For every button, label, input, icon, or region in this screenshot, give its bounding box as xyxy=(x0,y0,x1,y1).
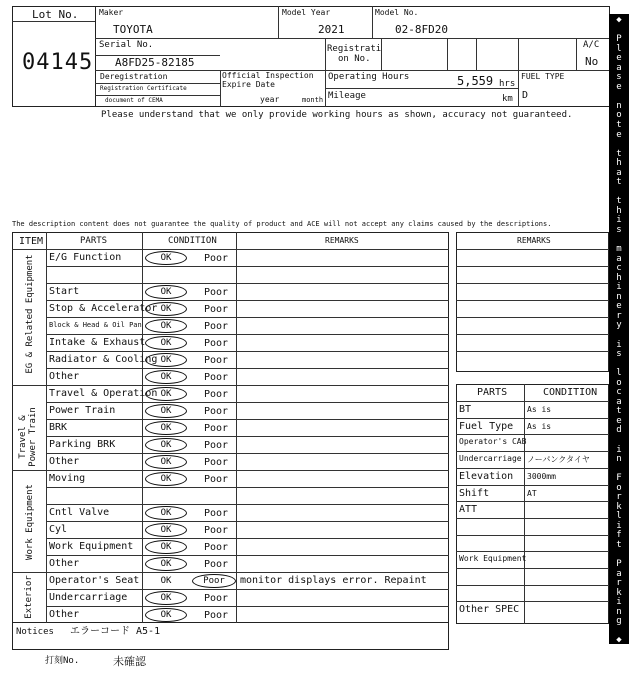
table-row-line xyxy=(12,572,449,573)
table-row xyxy=(0,470,1,471)
model-year-value: 2021 xyxy=(318,23,345,36)
table-row xyxy=(0,589,1,590)
table-row-line xyxy=(46,351,449,352)
right-parts-box xyxy=(456,384,609,624)
right-row-line xyxy=(456,401,609,402)
sidebar-char: l xyxy=(616,368,622,378)
table-column-line xyxy=(236,232,237,623)
poor-option[interactable]: Poor xyxy=(204,474,229,485)
ok-option[interactable]: OK xyxy=(145,608,187,622)
model-year-label: Model Year xyxy=(282,8,331,17)
ac-label: A/C xyxy=(583,40,600,50)
sidebar-char: o xyxy=(616,483,622,493)
poor-option[interactable]: Poor xyxy=(204,457,229,468)
poor-option[interactable]: Poor xyxy=(204,406,229,417)
table-row-line xyxy=(46,283,449,284)
serial-value: A8FD25-82185 xyxy=(115,56,195,69)
sidebar-char: i xyxy=(616,597,622,607)
right-part-value: AT xyxy=(527,489,537,498)
table-part-name: Stop & Accelerator xyxy=(49,303,158,314)
poor-option[interactable]: Poor xyxy=(204,525,229,536)
table-row xyxy=(0,334,1,335)
ok-option[interactable]: OK xyxy=(145,285,187,299)
sidebar-char: e xyxy=(616,416,622,426)
ok-option[interactable]: OK xyxy=(145,421,187,435)
right-row-line xyxy=(456,585,609,586)
sidebar-char: e xyxy=(616,130,622,140)
hrs-unit: hrs xyxy=(499,79,516,89)
sidebar-char: r xyxy=(616,492,622,502)
registration-certificate-label: Registration Certificate xyxy=(100,85,187,92)
table-row xyxy=(0,436,1,437)
table-row-line xyxy=(46,436,449,437)
remarks-line xyxy=(456,283,609,284)
location-sidebar xyxy=(609,14,629,644)
sidebar-char: s xyxy=(616,349,622,359)
sidebar-char: i xyxy=(616,282,622,292)
table-row-line xyxy=(46,555,449,556)
sidebar-char: e xyxy=(616,53,622,63)
right-row-line xyxy=(456,468,609,469)
poor-option[interactable]: Poor xyxy=(204,287,229,298)
ok-option[interactable]: OK xyxy=(160,576,172,586)
sidebar-char: h xyxy=(616,206,622,216)
sidebar-char: t xyxy=(616,120,622,130)
hours-notice: Please understand that we only provide working hours as shown, accuracy not guaranteed. xyxy=(101,110,573,120)
sidebar-char: o xyxy=(616,110,622,120)
right-part-name: ATT xyxy=(459,504,478,515)
lot-label: Lot No. xyxy=(32,8,79,21)
ok-option[interactable]: OK xyxy=(145,472,187,486)
sidebar-char: i xyxy=(616,215,622,225)
ok-option[interactable]: OK xyxy=(145,540,187,554)
sidebar-char: c xyxy=(616,387,622,397)
table-row xyxy=(0,283,1,284)
sidebar-char: g xyxy=(616,616,622,626)
table-part-name: Undercarriage xyxy=(49,592,128,603)
right-part-name: Fuel Type xyxy=(459,421,514,432)
ok-option[interactable]: OK xyxy=(145,302,187,316)
sidebar-char: n xyxy=(616,607,622,617)
table-row xyxy=(0,385,1,386)
ok-option[interactable]: OK xyxy=(145,506,187,520)
right-part-name: Work Equipment xyxy=(459,554,527,563)
group-label-eg: EG & Related Equipment xyxy=(25,254,35,374)
registration-label: Registrati xyxy=(327,44,382,54)
sidebar-char: r xyxy=(616,311,622,321)
col-condition-header: CONDITION xyxy=(168,236,217,246)
sidebar-char: P xyxy=(616,34,622,44)
model-no-label: Model No. xyxy=(375,8,419,17)
sidebar-char: c xyxy=(616,263,622,273)
poor-option[interactable]: Poor xyxy=(192,574,236,588)
sidebar-char: n xyxy=(616,454,622,464)
right-row-line xyxy=(456,535,609,536)
sidebar-char: t xyxy=(616,149,622,159)
table-row xyxy=(0,368,1,369)
poor-option[interactable]: Poor xyxy=(204,372,229,383)
poor-option[interactable]: Poor xyxy=(204,593,229,604)
table-part-name: Other xyxy=(49,558,80,569)
sidebar-char: i xyxy=(616,340,622,350)
sidebar-char: d xyxy=(616,425,622,435)
table-row-line xyxy=(46,589,449,590)
sidebar-char: e xyxy=(616,301,622,311)
sidebar-char: l xyxy=(616,511,622,521)
table-row xyxy=(0,317,1,318)
sidebar-char: i xyxy=(616,445,622,455)
operating-hours-value: 5,559 xyxy=(457,74,494,88)
table-row xyxy=(0,300,1,301)
poor-option[interactable]: Poor xyxy=(204,253,229,264)
mileage-label: Mileage xyxy=(328,91,366,101)
sidebar-char: a xyxy=(616,254,622,264)
table-row xyxy=(0,538,1,539)
right-row-line xyxy=(456,451,609,452)
table-row xyxy=(0,419,1,420)
sidebar-char: y xyxy=(616,320,622,330)
table-row-line xyxy=(46,487,449,488)
table-row-line xyxy=(46,266,449,267)
sidebar-char: r xyxy=(616,578,622,588)
sidebar-char: s xyxy=(616,72,622,82)
table-part-name: Moving xyxy=(49,473,86,484)
sidebar-char: n xyxy=(616,101,622,111)
col-item-header: ITEM xyxy=(19,236,44,247)
poor-option[interactable]: Poor xyxy=(204,338,229,349)
km-unit: km xyxy=(502,94,513,104)
maker-value: TOYOTA xyxy=(113,23,153,36)
poor-option[interactable]: Poor xyxy=(204,508,229,519)
sidebar-char: k xyxy=(616,588,622,598)
registration-label-2: on No. xyxy=(338,54,371,64)
sidebar-char: a xyxy=(616,569,622,579)
table-row xyxy=(0,521,1,522)
table-column-line xyxy=(46,232,47,623)
year-label: year xyxy=(260,95,280,104)
group-label-travel-text: Travel & Power Train xyxy=(18,407,38,467)
stamp-label: 打刻No. xyxy=(45,656,80,666)
remarks-line xyxy=(456,249,609,250)
sidebar-char: t xyxy=(616,177,622,187)
sidebar-char: ◆ xyxy=(616,15,622,25)
table-part-name: Cyl xyxy=(49,524,68,535)
table-row-line xyxy=(46,504,449,505)
table-row-line xyxy=(12,385,449,386)
table-row-line xyxy=(46,402,449,403)
ok-option[interactable]: OK xyxy=(145,557,187,571)
table-row-line xyxy=(12,470,449,471)
poor-option[interactable]: Poor xyxy=(204,321,229,332)
remarks-line xyxy=(456,317,609,318)
ok-option[interactable]: OK xyxy=(145,319,187,333)
ok-option[interactable]: OK xyxy=(145,251,187,265)
sidebar-char: l xyxy=(616,44,622,54)
remarks-line xyxy=(456,300,609,301)
remarks-line xyxy=(456,351,609,352)
right-part-value: As is xyxy=(527,405,552,414)
right-row-line xyxy=(456,601,609,602)
right-remarks-header: REMARKS xyxy=(517,236,551,245)
poor-option[interactable]: Poor xyxy=(204,559,229,570)
sidebar-char: e xyxy=(616,82,622,92)
ac-value: No xyxy=(585,55,599,68)
ok-option[interactable]: OK xyxy=(145,353,187,367)
table-part-name: Work Equipment xyxy=(49,541,134,552)
ok-option[interactable]: OK xyxy=(145,523,187,537)
right-part-name: Elevation xyxy=(459,471,514,482)
table-row-line xyxy=(46,419,449,420)
table-row-line xyxy=(46,538,449,539)
table-part-name: Radiator & Cooling xyxy=(49,354,158,365)
sidebar-char: t xyxy=(616,540,622,550)
right-part-name: Other SPEC xyxy=(459,604,520,615)
right-row-line xyxy=(456,501,609,502)
poor-option[interactable]: Poor xyxy=(204,610,229,621)
table-row xyxy=(0,487,1,488)
table-row-line xyxy=(46,300,449,301)
col-parts-header: PARTS xyxy=(80,236,108,246)
table-part-name: Start xyxy=(49,286,80,297)
right-row-line xyxy=(456,418,609,419)
notices-value: エラーコード A5-1 xyxy=(70,626,161,637)
sidebar-char: a xyxy=(616,168,622,178)
ok-option[interactable]: OK xyxy=(145,370,187,384)
poor-option[interactable]: Poor xyxy=(204,440,229,451)
table-part-name: Parking BRK xyxy=(49,439,116,450)
sidebar-char: m xyxy=(616,244,622,254)
stamp-value: 未確認 xyxy=(113,655,146,668)
operating-hours-label: Operating Hours xyxy=(328,72,410,82)
right-part-value: ノーパンクタイヤ xyxy=(527,455,590,464)
lot-number: 04145 xyxy=(22,50,94,75)
fuel-type-label: FUEL TYPE xyxy=(521,72,565,81)
poor-option[interactable]: Poor xyxy=(204,355,229,366)
sidebar-char: i xyxy=(616,521,622,531)
fuel-type-value: D xyxy=(522,90,529,101)
remarks-line xyxy=(456,334,609,335)
ok-option[interactable]: OK xyxy=(145,387,187,401)
sidebar-char: h xyxy=(616,158,622,168)
table-part-name: Travel & Operation xyxy=(49,388,158,399)
ok-option[interactable]: OK xyxy=(145,404,187,418)
table-row xyxy=(0,249,1,250)
right-part-value: As is xyxy=(527,422,552,431)
right-part-name: BT xyxy=(459,404,472,415)
right-part-name: Operator's CAB xyxy=(459,437,527,446)
col-remarks-header: REMARKS xyxy=(325,236,359,245)
right-row-line xyxy=(456,518,609,519)
table-row-line xyxy=(46,368,449,369)
poor-option[interactable]: Poor xyxy=(204,304,229,315)
ok-option[interactable]: OK xyxy=(145,455,187,469)
right-row-line xyxy=(456,485,609,486)
deregistration-label: Deregistration xyxy=(100,72,168,81)
disclaimer: The description content does not guarantee the quality of product and ACE will not accept any claims caused by the descriptions. xyxy=(12,220,552,228)
right-part-name: Shift xyxy=(459,488,490,499)
table-row xyxy=(0,351,1,352)
table-row xyxy=(0,555,1,556)
table-row-line xyxy=(46,317,449,318)
right-row-line xyxy=(456,568,609,569)
table-row xyxy=(0,572,1,573)
sidebar-char: ◆ xyxy=(616,635,622,645)
right-row-line xyxy=(456,551,609,552)
maker-label: Maker xyxy=(99,8,124,17)
table-row xyxy=(0,402,1,403)
table-part-name: Other xyxy=(49,371,80,382)
sidebar-char: P xyxy=(616,559,622,569)
right-part-name: Undercarriage xyxy=(459,454,522,463)
table-part-name: BRK xyxy=(49,422,68,433)
right-part-value: 3000mm xyxy=(527,472,556,481)
sidebar-char: k xyxy=(616,502,622,512)
table-remark: monitor displays error. Repaint xyxy=(240,575,427,586)
sidebar-char: F xyxy=(616,473,622,483)
sidebar-char: s xyxy=(616,225,622,235)
sidebar-char: a xyxy=(616,397,622,407)
inspection-label-2: Expire Date xyxy=(222,80,275,89)
table-part-name: Other xyxy=(49,609,80,620)
right-parts-header: PARTS xyxy=(477,387,508,398)
sidebar-char: o xyxy=(616,378,622,388)
table-row xyxy=(0,266,1,267)
table-header-line xyxy=(12,249,449,250)
table-part-name: Operator's Seat xyxy=(49,575,140,586)
table-row xyxy=(0,453,1,454)
inspection-label: Official Inspection xyxy=(222,71,314,80)
cema-label: document of CEMA xyxy=(105,97,163,104)
ok-option[interactable]: OK xyxy=(145,336,187,350)
table-part-name: E/G Function xyxy=(49,252,122,263)
notices-label: Notices xyxy=(16,627,54,637)
sidebar-char: t xyxy=(616,196,622,206)
table-part-name: Intake & Exhaust xyxy=(49,337,146,348)
right-row-line xyxy=(456,434,609,435)
poor-option[interactable]: Poor xyxy=(204,542,229,553)
ok-option[interactable]: OK xyxy=(145,438,187,452)
sidebar-char: h xyxy=(616,273,622,283)
group-label-work: Work Equipment xyxy=(25,484,35,560)
right-condition-header: CONDITION xyxy=(543,387,598,398)
table-part-name: Block & Head & Oil Pan xyxy=(49,321,142,329)
poor-option[interactable]: Poor xyxy=(204,389,229,400)
sidebar-char: f xyxy=(616,530,622,540)
model-no-value: 02-8FD20 xyxy=(395,23,448,36)
table-part-name: Other xyxy=(49,456,80,467)
table-row xyxy=(0,504,1,505)
table-row xyxy=(0,606,1,607)
table-row-line xyxy=(46,521,449,522)
remarks-line xyxy=(456,266,609,267)
table-part-name: Power Train xyxy=(49,405,116,416)
group-label-travel xyxy=(18,402,38,472)
serial-label: Serial No. xyxy=(99,40,154,50)
sidebar-char: t xyxy=(616,406,622,416)
table-part-name: Cntl Valve xyxy=(49,507,110,518)
poor-option[interactable]: Poor xyxy=(204,423,229,434)
table-row-line xyxy=(46,334,449,335)
group-label-exterior: Exterior xyxy=(24,575,34,619)
sidebar-char: a xyxy=(616,63,622,73)
month-label: month xyxy=(302,96,324,104)
table-column-line xyxy=(142,232,143,623)
sidebar-char: n xyxy=(616,292,622,302)
table-row-line xyxy=(46,453,449,454)
table-row-line xyxy=(46,606,449,607)
ok-option[interactable]: OK xyxy=(145,591,187,605)
